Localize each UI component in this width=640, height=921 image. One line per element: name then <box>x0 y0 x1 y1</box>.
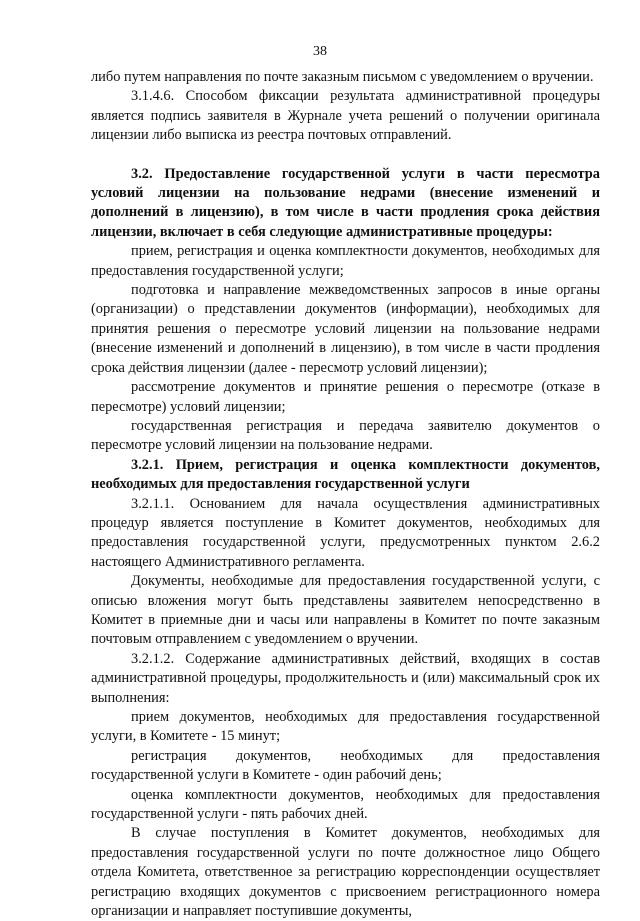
list-item-procedure-3: рассмотрение документов и принятие решения о пересмотре (отказе в пересмотре) условий лицензии; <box>91 379 600 415</box>
list-item-procedure-1: прием, регистрация и оценка комплектности документов, необходимых для предоставления государственной услуги; <box>91 243 600 279</box>
paragraph-documents-submission: Документы, необходимые для предоставления государственной услуги, с описью вложения могут быть представлены заявителем непосредственно в Комитет в приемные дни и часы или направлены в Комитет по почте заказным почтовым отправлением с уведомлением о вручении. <box>91 573 600 648</box>
document-body <box>91 68 600 921</box>
section-heading-3-2: 3.2. Предоставление государственной услуги в части пересмотра условий лицензии на пользование недрами (внесение изменений и дополнений в лицензию), в том числе в части продления срока действия лицензии, включает в себя следующие административные процедуры: <box>91 165 600 240</box>
section-heading-3-2-1: 3.2.1. Прием, регистрация и оценка комплектности документов, необходимых для предоставления государственной услуги <box>91 456 600 493</box>
paragraph-postal-receipt: В случае поступления в Комитет документов, необходимых для предоставления государственной услуги по почте должностное лицо Общего отдела Комитета, ответственное за регистрацию корреспонденции осуществляет регистрацию входящих документов с присвоением регистрационного номера организации и направляет поступившие документы, <box>91 825 600 920</box>
list-item-procedure-2: подготовка и направление межведомственных запросов в иные органы (организации) о представлении документов (информации), необходимых для принятия решения о пересмотре условий лицензии на пользование недрами (внесение изменений и дополнений в лицензию), в том числе в части продления срока действия лицензии (далее - пересмотр условий лицензии); <box>91 282 600 376</box>
list-item-reception-time: прием документов, необходимых для предоставления государственной услуги, в Комитете - 15 минут; <box>91 709 600 745</box>
list-item-registration-time: регистрация документов, необходимых для предоставления государственной услуги в Комитете - один рабочий день; <box>91 747 600 784</box>
paragraph-3-2-1-1: 3.2.1.1. Основанием для начала осуществления административных процедур является поступление в Комитет документов, необходимых для предоставления государственной услуги, предусмотренных пунктом 2.6.2 настоящего Административного регламента. <box>91 495 600 570</box>
page-number: 38 <box>313 44 327 59</box>
paragraph-3-2-1-2: 3.2.1.2. Содержание административных действий, входящих в состав административной процедуры, продолжительность и (или) максимальный срок их выполнения: <box>91 650 600 706</box>
list-item-procedure-4: государственная регистрация и передача заявителю документов о пересмотре условий лицензии на пользование недрами. <box>91 417 600 454</box>
paragraph-continuation: либо путем направления по почте заказным письмом с уведомлением о вручении. <box>91 69 594 85</box>
list-item-assessment-time: оценка комплектности документов, необходимых для предоставления государственной услуги - пять рабочих дней. <box>91 786 600 823</box>
paragraph-3-1-4-6: 3.1.4.6. Способом фиксации результата административной процедуры является подпись заявителя в Журнале учета решений о получении оригинала лицензии либо выписка из реестра почтовых отправлений. <box>91 88 600 144</box>
